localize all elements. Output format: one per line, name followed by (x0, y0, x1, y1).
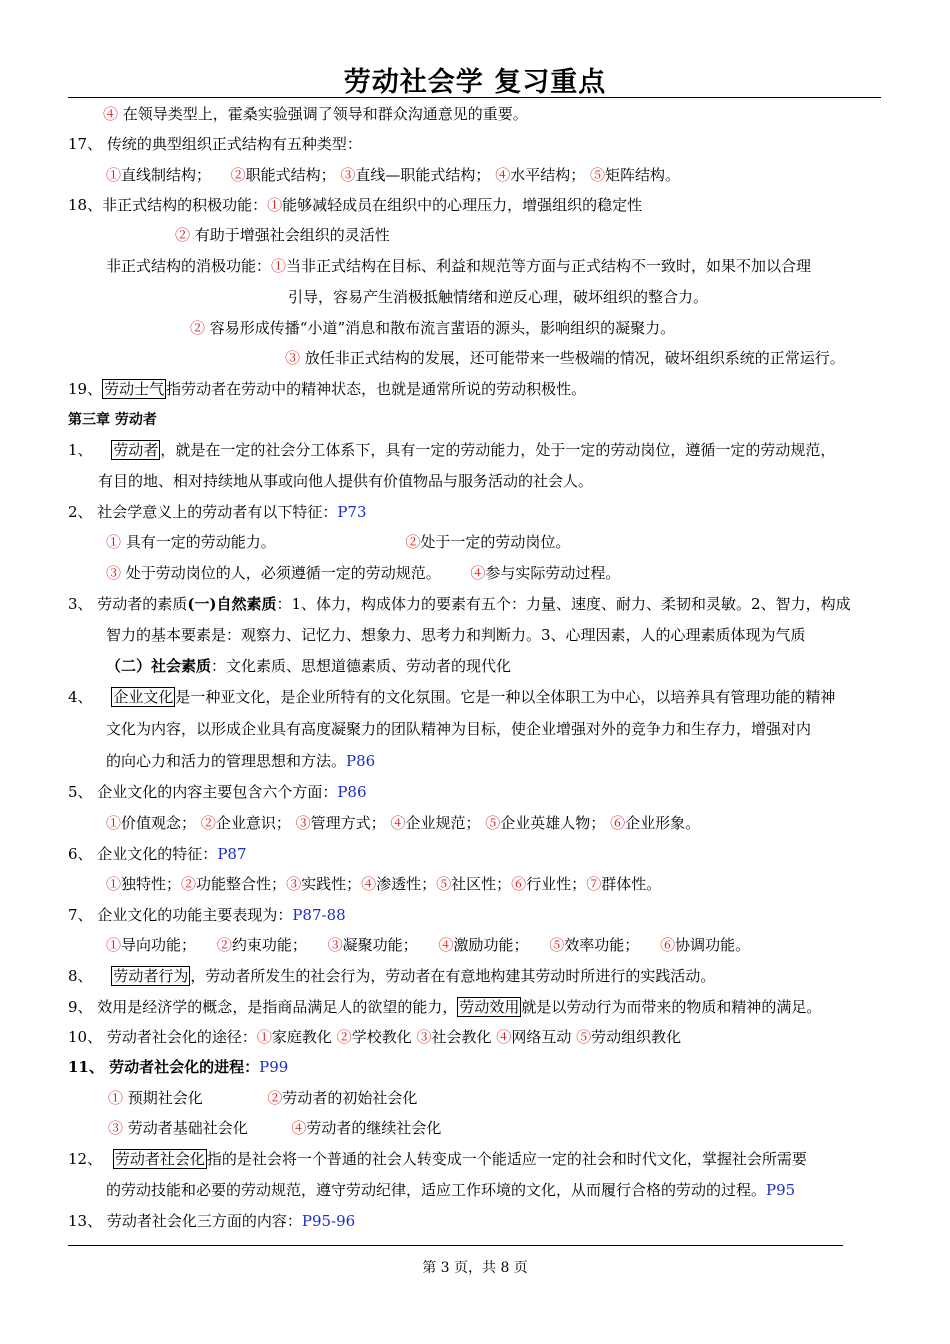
marker: ⑤ (436, 875, 452, 893)
text-line (68, 502, 367, 522)
text-line (68, 844, 247, 864)
item-text: 价值观念； (121, 814, 197, 832)
marker: ① (106, 936, 122, 954)
marker: ⑤ (576, 1028, 592, 1046)
term-box: 劳动效用 (459, 998, 520, 1016)
line-text: 2、 社会学意义上的劳动者有以下特征： (68, 503, 338, 521)
item-text: 社区性； (451, 875, 512, 893)
line-text: 12、 (68, 1150, 103, 1168)
text-line (106, 532, 570, 552)
item-text: 企业形象。 (625, 814, 701, 832)
marker: ③ (327, 936, 343, 954)
marker: ① (108, 1089, 124, 1107)
text-line: 17、 传统的典型组织正式结构有五种类型： (68, 135, 362, 153)
text-line (68, 905, 346, 925)
item-text: 预期社会化 (127, 1089, 203, 1107)
text-line (108, 1088, 417, 1108)
text-line (68, 997, 821, 1017)
text-line (68, 1057, 288, 1077)
marker: ② (175, 226, 191, 244)
marker: ① (267, 196, 283, 214)
line-text: 7、 企业文化的功能主要表现为： (68, 906, 293, 924)
text-line (68, 966, 715, 986)
marker: ⑤ (590, 166, 606, 184)
line-text: 5、 企业文化的内容主要包含六个方面： (68, 783, 338, 801)
item-text: 处于一定的劳动岗位。 (420, 533, 571, 551)
marker: ③ (286, 875, 302, 893)
line-text: 13、 劳动者社会化三方面的内容： (68, 1212, 302, 1230)
item-text: 劳动者的继续社会化 (306, 1119, 442, 1137)
line-text: 在领导类型上，霍桑实验强调了领导和群众沟通意见的重要。 (122, 105, 528, 123)
page-reference: P86 (337, 783, 367, 801)
marker: ③ (295, 814, 311, 832)
item-text: 约束功能； (231, 936, 307, 954)
item-text: 具有一定的劳动能力。 (125, 533, 276, 551)
marker: ③ (416, 1028, 432, 1046)
text-line (68, 782, 367, 802)
item-text: 群体性。 (601, 875, 662, 893)
line-text: 是一种亚文化，是企业所特有的文化氛围。它是一种以全体职工为中心，以培养具有管理功能的精神 (175, 688, 836, 706)
line-text: 能够减轻成员在组织中的心理压力，增强组织的稳定性 (282, 196, 643, 214)
text-line (103, 104, 528, 124)
item-text: 效率功能； (564, 936, 640, 954)
item-text: 企业意识； (215, 814, 291, 832)
term-box: 劳动士气 (104, 380, 165, 398)
item-text: 劳动者基础社会化 (127, 1119, 248, 1137)
item-text: 行业性； (526, 875, 587, 893)
item-text: 激励功能； (453, 936, 529, 954)
item-text: 企业英雄人物； (500, 814, 606, 832)
item-text: 导向功能； (121, 936, 197, 954)
marker: ⑦ (586, 875, 602, 893)
marker: ② (216, 936, 232, 954)
line-text: 6、 企业文化的特征： (68, 845, 218, 863)
text-line (68, 1027, 681, 1047)
line-text: 3、 劳动者的素质 (68, 595, 188, 613)
marker: ④ (390, 814, 406, 832)
page-reference: P86 (346, 752, 376, 770)
text-line (106, 813, 700, 833)
marker: ⑤ (485, 814, 501, 832)
marker: ④ (103, 105, 119, 123)
line-text: 4、 (68, 688, 93, 706)
term-box: 企业文化 (113, 688, 174, 706)
page-reference: P95-96 (301, 1212, 356, 1230)
marker: ① (271, 257, 287, 275)
text-line (106, 1180, 795, 1200)
line-text: 指劳动者在劳动中的精神状态，也就是通常所说的劳动积极性。 (166, 380, 587, 398)
marker: ④ (361, 875, 377, 893)
item-text: 协调功能。 (675, 936, 751, 954)
marker: ⑥ (610, 814, 626, 832)
bold-label: 11、 劳动者社会化的进程： (68, 1058, 260, 1076)
item-text: 功能整合性； (196, 875, 287, 893)
marker: ④ (495, 166, 511, 184)
item-text: 企业规范； (405, 814, 481, 832)
line-text: 指的是社会将一个普通的社会人转变成一个能适应一定的社会和时代文化，掌握社会所需要 (206, 1150, 807, 1168)
text-line (106, 563, 620, 583)
marker: ① (106, 533, 122, 551)
bold-label: （二）社会素质 (106, 657, 212, 675)
marker: ① (106, 814, 122, 832)
text-line (68, 1149, 807, 1169)
line-text: ，就是在一定的社会分工体系下，具有一定的劳动能力，处于一定的劳动岗位，遵循一定的劳动规范， (160, 441, 836, 459)
marker: ③ (340, 166, 356, 184)
text-line (68, 1211, 355, 1231)
line-text: ：文化素质、思想道德素质、劳动者的现代化 (211, 657, 512, 675)
line-text: 容易形成传播“小道”消息和散布流言蜚语的源头，影响组织的凝聚力。 (209, 319, 676, 337)
line-text: 8、 (68, 967, 93, 985)
line-text: 19、 (68, 380, 103, 398)
line-text: 放任非正式结构的发展，还可能带来一些极端的情况，破坏组织系统的正常运行。 (304, 349, 845, 367)
text-line (106, 256, 811, 276)
item-text: 家庭教化 (271, 1028, 332, 1046)
page-reference: P87-88 (292, 906, 346, 924)
line-text: 非正式结构的消极功能： (106, 257, 272, 275)
marker: ② (230, 166, 246, 184)
term-box: 劳动者行为 (113, 967, 189, 985)
item-text: 水平结构； (510, 166, 586, 184)
chapter-heading: 第三章 劳动者 (68, 412, 157, 428)
line-text: 1、 (68, 441, 93, 459)
text-line (68, 440, 835, 460)
marker: ⑤ (549, 936, 565, 954)
line-text: ，劳动者所发生的社会行为，劳动者在有意地构建其劳动时所进行的实践活动。 (190, 967, 716, 985)
text-line (175, 225, 390, 245)
item-text: 学校教化 (351, 1028, 412, 1046)
item-text: 职能式结构； (245, 166, 336, 184)
marker: ② (267, 1089, 283, 1107)
line-text: 就是以劳动行为而带来的物质和精神的满足。 (521, 998, 822, 1016)
item-text: 劳动组织教化 (591, 1028, 682, 1046)
text-line: 引导，容易产生消极抵触情绪和逆反心理，破坏组织的整合力。 (288, 288, 709, 306)
text-line (106, 165, 680, 185)
marker: ③ (108, 1119, 124, 1137)
marker: ① (106, 875, 122, 893)
text-line (106, 935, 750, 955)
text-line (285, 348, 845, 368)
item-text: 网络互动 (511, 1028, 572, 1046)
term-box: 劳动者 (113, 441, 159, 459)
marker: ④ (496, 1028, 512, 1046)
marker: ① (106, 166, 122, 184)
item-text: 处于劳动岗位的人，必须遵循一定的劳动规范。 (125, 564, 441, 582)
bold-label: (一)自然素质 (187, 595, 277, 613)
page-reference: P99 (259, 1058, 289, 1076)
item-text: 直线—职能式结构； (355, 166, 491, 184)
marker: ⑥ (660, 936, 676, 954)
marker: ③ (285, 349, 301, 367)
text-line (106, 874, 661, 894)
text-line: 智力的基本要素是：观察力、记忆力、想象力、思考力和判断力。3、心理因素，人的心理素质体现为气质 (106, 626, 806, 644)
marker: ② (336, 1028, 352, 1046)
text-line (68, 379, 586, 399)
item-text: 直线制结构； (121, 166, 212, 184)
item-text: 实践性； (301, 875, 362, 893)
line-text: 有助于增强社会组织的灵活性 (194, 226, 390, 244)
line-text: 10、 劳动者社会化的途径： (68, 1028, 257, 1046)
page-number: 第 3 页，共 8 页 (422, 1260, 528, 1276)
marker: ① (256, 1028, 272, 1046)
page-reference: P87 (217, 845, 247, 863)
item-text: 独特性； (121, 875, 182, 893)
item-text: 渗透性； (376, 875, 437, 893)
line-text: ：1、体力，构成体力的要素有五个：力量、速度、耐力、柔韧和灵敏。2、智力，构成 (276, 595, 851, 613)
marker: ② (190, 319, 206, 337)
item-text: 社会教化 (431, 1028, 492, 1046)
page-title: 劳动社会学 复习重点 (343, 67, 607, 98)
item-text: 劳动者的初始社会化 (282, 1089, 418, 1107)
line-text: 的劳动技能和必要的劳动规范，遵守劳动纪律，适应工作环境的文化，从而履行合格的劳动的过程。 (106, 1181, 767, 1199)
text-line (68, 594, 851, 614)
item-text: 参与实际劳动过程。 (485, 564, 621, 582)
marker: ⑥ (511, 875, 527, 893)
item-text: 矩阵结构。 (605, 166, 681, 184)
text-line: 文化为内容，以形成企业具有高度凝聚力的团队精神为目标，使企业增强对外的竞争力和生存力，增强对内 (106, 720, 812, 738)
marker: ④ (438, 936, 454, 954)
marker: ④ (470, 564, 486, 582)
text-line (106, 656, 511, 676)
line-text: 9、 效用是经济学的概念，是指商品满足人的欲望的能力， (68, 998, 458, 1016)
line-text: 的向心力和活力的管理思想和方法。 (106, 752, 347, 770)
item-text: 凝聚功能； (342, 936, 418, 954)
header-rule (68, 97, 881, 98)
text-line (106, 751, 375, 771)
page-reference: P73 (337, 503, 367, 521)
marker: ② (200, 814, 216, 832)
item-text: 管理方式； (310, 814, 386, 832)
text-line (68, 195, 642, 215)
line-text: 当非正式结构在目标、利益和规范等方面与正式结构不一致时，如果不加以合理 (286, 257, 812, 275)
text-line: 有目的地、相对持续地从事或向他人提供有价值物品与服务活动的社会人。 (98, 472, 594, 490)
marker: ④ (291, 1119, 307, 1137)
page-reference: P95 (766, 1181, 796, 1199)
marker: ② (181, 875, 197, 893)
text-line (68, 687, 835, 707)
line-text: 18、非正式结构的积极功能： (68, 196, 268, 214)
marker: ② (405, 533, 421, 551)
text-line (108, 1118, 441, 1138)
term-box: 劳动者社会化 (114, 1150, 205, 1168)
marker: ③ (106, 564, 122, 582)
text-line (190, 318, 675, 338)
footer-rule (68, 1245, 843, 1246)
